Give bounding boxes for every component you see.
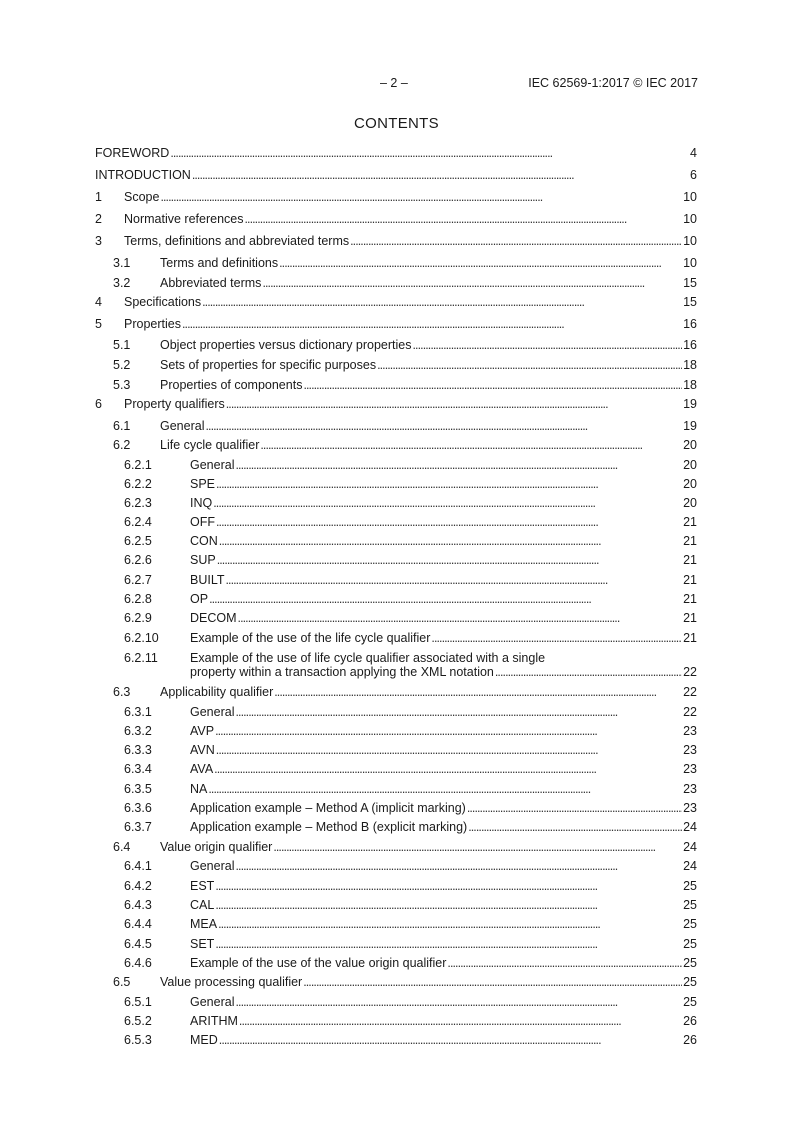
dot-leader [467,801,682,815]
toc-entry-title: AVA [190,762,214,776]
toc-entry-number: 3 [95,234,102,248]
toc-entry-title: AVP [190,724,215,738]
toc-entry-number: 3.1 [113,256,131,270]
toc-entry-title: Example of the use of the value origin qualifier [190,956,447,970]
toc-entry-number: 1 [95,190,102,204]
toc-entry[interactable] [0,631,793,645]
toc-entry-page: 23 [683,782,697,796]
dot-leader [216,515,682,529]
dot-leader [262,276,682,290]
toc-entry-page: 26 [683,1033,697,1047]
dot-leader [182,317,682,331]
toc-entry[interactable] [0,276,793,290]
toc-entry-number: 6.3.2 [124,724,152,738]
toc-entry-title: Terms, definitions and abbreviated terms [124,234,350,248]
toc-entry-page: 23 [683,724,697,738]
toc-entry-title-line1: Example of the use of life cycle qualifier associated with a single [190,651,546,665]
toc-entry-title: SET [190,937,215,951]
dot-leader [279,256,682,270]
toc-entry-number: 6.3.5 [124,782,152,796]
toc-entry-number: 5.1 [113,338,131,352]
dot-leader [219,1033,682,1047]
toc-entry-title: INTRODUCTION [95,168,191,182]
toc-entry-page: 25 [683,917,697,931]
toc-entry-page: 21 [683,592,697,606]
toc-entry[interactable] [0,840,793,854]
dot-leader [468,820,682,834]
toc-entry-title: Normative references [124,212,244,226]
toc-entry-page: 23 [683,801,697,815]
toc-entry-number: 6.4.2 [124,879,152,893]
toc-entry[interactable] [0,937,793,951]
toc-entry-title: Life cycle qualifier [160,438,260,452]
toc-entry-title: property within a transaction applying the XML notation [190,665,494,679]
toc-entry-page: 21 [683,611,697,625]
dot-leader [192,168,689,182]
dot-leader [170,146,689,160]
dot-leader [215,724,682,738]
toc-entry-page: 10 [683,256,697,270]
dot-leader [215,879,682,893]
toc-entry[interactable] [0,190,793,204]
toc-entry-page: 20 [683,477,697,491]
toc-entry-number: 5.3 [113,378,131,392]
toc-entry-number: 6.4.3 [124,898,152,912]
toc-entry-number: 6.3.1 [124,705,152,719]
dot-leader [238,611,683,625]
dot-leader [213,496,682,510]
toc-entry-page: 25 [683,995,697,1009]
toc-entry[interactable] [0,515,793,529]
toc-entry[interactable] [0,762,793,776]
document-reference: IEC 62569-1:2017 © IEC 2017 [528,76,698,90]
toc-entry[interactable] [0,168,793,182]
toc-entry-title: CON [190,534,218,548]
toc-entry-title: Sets of properties for specific purposes [160,358,377,372]
toc-entry-title: NA [190,782,208,796]
toc-entry[interactable] [0,438,793,452]
toc-entry-title: EST [190,879,215,893]
toc-entry-number: 6.2.6 [124,553,152,567]
dot-leader [303,975,682,989]
toc-entry[interactable] [0,898,793,912]
dot-leader [205,419,682,433]
toc-entry[interactable] [0,295,793,309]
toc-entry-title: Applicability qualifier [160,685,274,699]
toc-entry[interactable] [0,534,793,548]
dot-leader [217,553,682,567]
toc-entry-number: 6.3.3 [124,743,152,757]
toc-entry-page: 4 [690,146,697,160]
toc-entry-title: AVN [190,743,215,757]
toc-entry[interactable] [0,956,793,970]
toc-entry-title: General [190,705,235,719]
toc-entry-title: General [190,859,235,873]
toc-entry-number: 6.2 [113,438,131,452]
toc-entry-title: INQ [190,496,213,510]
dot-leader [235,705,682,719]
toc-entry-title: ARITHM [190,1014,238,1028]
toc-entry-number: 6.2.1 [124,458,152,472]
toc-entry-title: DECOM [190,611,237,625]
toc-entry-page: 16 [683,338,697,352]
toc-entry-page: 24 [683,820,697,834]
dot-leader [235,859,682,873]
toc-entry-page: 24 [683,859,697,873]
toc-entry[interactable] [0,234,793,248]
dot-leader [160,190,682,204]
toc-entry[interactable] [0,917,793,931]
toc-entry-number: 6.4.6 [124,956,152,970]
dot-leader [274,685,682,699]
toc-entry-title: SPE [190,477,216,491]
toc-entry[interactable] [0,397,793,411]
toc-entry-page: 26 [683,1014,697,1028]
toc-entry-title: BUILT [190,573,225,587]
toc-entry-title: Example of the use of the life cycle qualifier [190,631,431,645]
toc-entry-page: 25 [683,937,697,951]
toc-entry[interactable] [0,592,793,606]
toc-entry[interactable] [0,378,793,392]
toc-entry[interactable] [0,611,793,625]
dot-leader [377,358,682,372]
toc-entry[interactable] [0,995,793,1009]
toc-entry-number: 6.5.3 [124,1033,152,1047]
dot-leader [431,631,682,645]
toc-entry-number: 6.5.2 [124,1014,152,1028]
toc-entry-number: 4 [95,295,102,309]
toc-entry-page: 10 [683,190,697,204]
toc-entry-number: 6.2.7 [124,573,152,587]
toc-entry[interactable] [0,317,793,331]
contents-title: CONTENTS [354,115,439,132]
toc-entry-page: 21 [683,573,697,587]
toc-entry-title: SUP [190,553,216,567]
toc-entry-title: General [190,995,235,1009]
toc-entry[interactable] [0,820,793,834]
toc-entry-page: 22 [683,665,697,679]
dot-leader [239,1014,682,1028]
toc-entry-title: General [190,458,235,472]
dot-leader [226,573,683,587]
toc-entry-number: 6.2.9 [124,611,152,625]
toc-entry-page: 16 [683,317,697,331]
toc-entry-number: 6 [95,397,102,411]
toc-entry[interactable] [0,256,793,270]
dot-leader [215,898,682,912]
toc-entry-page: 21 [683,631,697,645]
toc-entry-title: Abbreviated terms [160,276,262,290]
toc-entry-number: 6.4 [113,840,131,854]
dot-leader [209,592,682,606]
toc-entry[interactable] [0,743,793,757]
toc-entry-number: 6.2.3 [124,496,152,510]
toc-entry-page: 19 [683,397,697,411]
dot-leader [216,743,682,757]
toc-entry-title: Value processing qualifier [160,975,303,989]
toc-entry-title: Object properties versus dictionary properties [160,338,412,352]
toc-entry-title: Specifications [124,295,202,309]
dot-leader [235,458,682,472]
toc-entry-number: 6.3.7 [124,820,152,834]
toc-entry-number: 6.5 [113,975,131,989]
toc-entry[interactable] [0,553,793,567]
toc-entry-number: 5 [95,317,102,331]
toc-entry-title: Properties of components [160,378,303,392]
toc-entry-page: 25 [683,956,697,970]
dot-leader [218,917,682,931]
toc-entry-page: 19 [683,419,697,433]
toc-entry-page: 10 [683,234,697,248]
toc-entry-page: 20 [683,438,697,452]
toc-entry[interactable] [0,338,793,352]
toc-entry[interactable] [0,419,793,433]
dot-leader [245,212,683,226]
toc-entry-page: 18 [683,378,697,392]
toc-entry-title: Property qualifiers [124,397,225,411]
toc-entry-title: MEA [190,917,218,931]
toc-entry-number: 6.5.1 [124,995,152,1009]
toc-entry-title: Properties [124,317,181,331]
toc-entry[interactable] [0,724,793,738]
toc-entry[interactable] [0,975,793,989]
toc-entry-title: OFF [190,515,215,529]
toc-entry-number: 6.2.2 [124,477,152,491]
toc-entry[interactable] [0,1033,793,1047]
toc-entry[interactable] [0,1014,793,1028]
toc-entry[interactable] [0,879,793,893]
toc-entry[interactable] [0,477,793,491]
toc-entry[interactable] [0,782,793,796]
toc-entry-title: Terms and definitions [160,256,279,270]
toc-entry-page: 15 [683,295,697,309]
toc-entry[interactable] [0,651,793,679]
toc-entry-page: 18 [683,358,697,372]
toc-entry[interactable] [0,496,793,510]
dot-leader [216,477,682,491]
toc-entry-number: 6.4.4 [124,917,152,931]
toc-entry-page: 23 [683,743,697,757]
toc-entry-page: 23 [683,762,697,776]
toc-entry-number: 6.3 [113,685,131,699]
dot-leader [303,378,682,392]
toc-entry-title: Scope [124,190,160,204]
toc-entry[interactable] [0,573,793,587]
toc-entry-title: General [160,419,205,433]
toc-entry-title: CAL [190,898,215,912]
toc-entry-number: 6.2.4 [124,515,152,529]
toc-entry-page: 21 [683,553,697,567]
toc-entry-number: 3.2 [113,276,131,290]
toc-entry-number: 6.1 [113,419,131,433]
toc-entry-number: 6.2.11 [124,651,158,665]
toc-entry-page: 22 [683,685,697,699]
toc-entry-title: FOREWORD [95,146,170,160]
toc-entry[interactable] [0,705,793,719]
toc-entry-number: 6.2.10 [124,631,159,645]
toc-entry-number: 6.4.5 [124,937,152,951]
toc-entry-page: 15 [683,276,697,290]
toc-entry-title: MED [190,1033,218,1047]
toc-entry[interactable] [0,458,793,472]
toc-entry-number: 6.4.1 [124,859,152,873]
toc-entry-page: 21 [683,534,697,548]
toc-entry-page: 20 [683,458,697,472]
toc-entry[interactable] [0,146,793,160]
toc-entry-page: 6 [690,168,697,182]
dot-leader [215,937,682,951]
toc-entry-number: 6.3.4 [124,762,152,776]
toc-entry-number: 6.2.5 [124,534,152,548]
toc-entry[interactable] [0,685,793,699]
toc-entry-page: 24 [683,840,697,854]
toc-entry-page: 25 [683,975,697,989]
dot-leader [214,762,682,776]
dot-leader [413,338,683,352]
dot-leader [226,397,682,411]
toc-entry-title: Application example – Method B (explicit marking) [190,820,468,834]
dot-leader [202,295,682,309]
toc-entry-title: Value origin qualifier [160,840,273,854]
toc-entry[interactable] [0,358,793,372]
dot-leader [219,534,682,548]
dot-leader [260,438,682,452]
dot-leader [208,782,682,796]
toc-entry-page: 25 [683,898,697,912]
toc-entry[interactable] [0,859,793,873]
toc-entry-number: 6.2.8 [124,592,152,606]
dot-leader [273,840,682,854]
toc-entry-number: 2 [95,212,102,226]
toc-entry[interactable] [0,212,793,226]
toc-entry-page: 22 [683,705,697,719]
toc-entry-title: OP [190,592,209,606]
dot-leader [235,995,682,1009]
dot-leader [495,665,682,679]
page-number: – 2 – [380,76,408,90]
dot-leader [447,956,682,970]
dot-leader [350,234,682,248]
toc-entry-page: 10 [683,212,697,226]
toc-entry-number: 5.2 [113,358,131,372]
toc-entry-number: 6.3.6 [124,801,152,815]
toc-entry-page: 20 [683,496,697,510]
toc-entry-page: 25 [683,879,697,893]
toc-entry[interactable] [0,801,793,815]
toc-entry-title: Application example – Method A (implicit marking) [190,801,466,815]
toc-entry-page: 21 [683,515,697,529]
